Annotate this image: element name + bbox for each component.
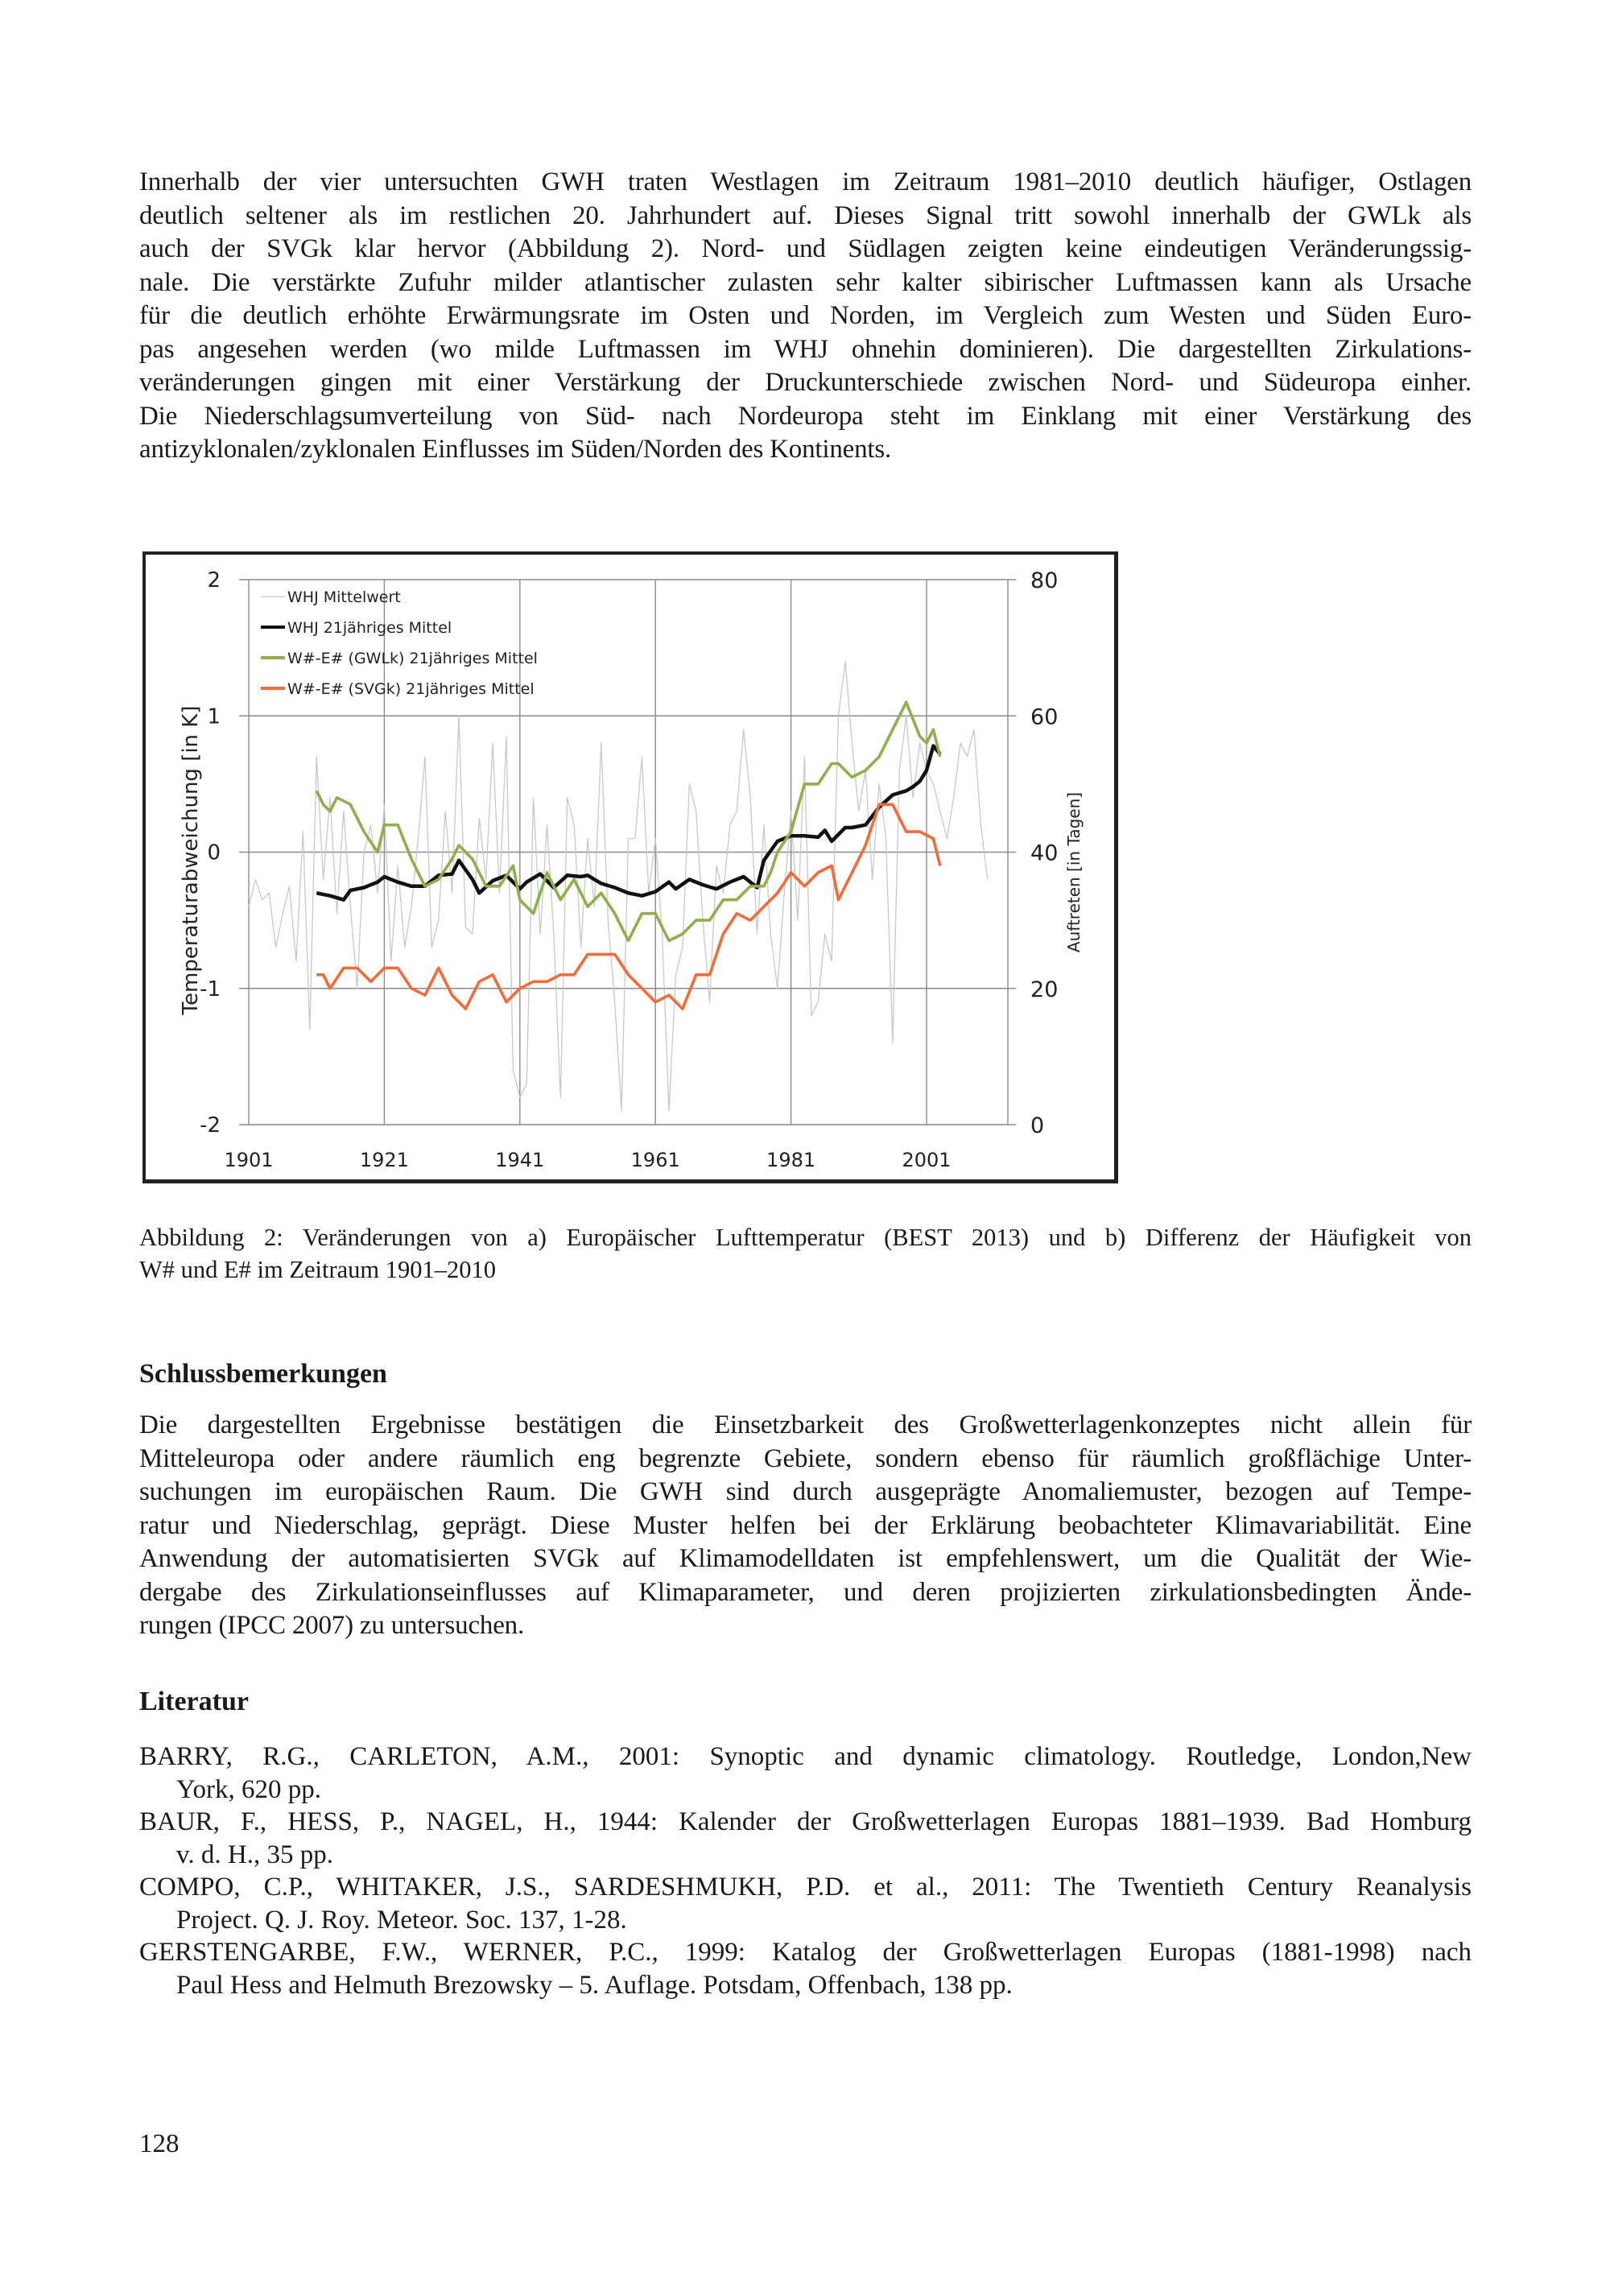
series-line [249,662,988,1112]
y2-tick-label: 80 [1030,568,1059,593]
text-line: deutlich seltener als im restlichen 20. Jahrhundert auf. Dieses Signal tritt sowohl innerhalb der GWLk als [139,200,1472,230]
text-line: Mitteleuropa oder andere räumlich eng begrenzte Gebiete, sondern ebenso für räumlich großflächige Unter- [139,1443,1472,1473]
legend-label: W#-E# (SVGk) 21jähriges Mittel [287,680,535,698]
text-line: Die Niederschlagsumverteilung von Süd- nach Nordeuropa steht im Einklang mit einer Verstärkung des [139,401,1472,431]
text-line: Innerhalb der vier untersuchten GWH traten Westlagen im Zeitraum 1981–2010 deutlich häufiger, Ostlagen [139,167,1472,196]
text-line: nale. Die verstärkte Zufuhr milder atlantischer zulasten sehr kalter sibirischer Luftmassen kann als Ursache [139,267,1472,297]
y-tick-label: -2 [200,1113,221,1138]
text-line: Anwendung der automatisierten SVGk auf Klimamodelldaten ist empfehlenswert, um die Qualität der Wie- [139,1544,1472,1573]
y-tick-label: -1 [200,977,221,1001]
y2-tick-label: 0 [1030,1113,1045,1138]
x-tick-label: 1941 [495,1149,545,1171]
text-line: suchungen im europäischen Raum. Die GWH sind durch ausgeprägte Anomaliemuster, bezogen auf Tempe- [139,1477,1472,1506]
text-line: pas angesehen werden (wo milde Luftmassen im WHJ ohnehin dominieren). Die dargestellten Zirkulations- [139,334,1472,364]
section-heading-conclusion: Schlussbemerkungen [139,1359,387,1389]
text-line: rungen (IPCC 2007) zu untersuchen. [139,1611,525,1640]
legend-label: WHJ 21jähriges Mittel [287,619,452,637]
series-line [316,702,940,940]
x-tick-label: 1961 [630,1149,680,1171]
conclusion-paragraph [139,1409,1472,1643]
text-line: antizyklonalen/zyklonalen Einflusses im Süden/Norden des Kontinents. [139,435,892,464]
section-heading-literature: Literatur [139,1687,249,1716]
text-line: dergabe des Zirkulationseinflusses auf Klimaparameter, und deren projizierten zirkulationsbedingten Ände- [139,1577,1472,1607]
figure-chart [142,551,1118,1183]
y-tick-label: 0 [207,840,221,865]
y2-tick-label: 20 [1030,977,1059,1002]
x-tick-label: 2001 [902,1149,952,1171]
reference-item: GERSTENGARBE, F.W., WERNER, P.C., 1999: Katalog der Großwetterlagen Europas (1881-1998) nach Paul Hess and Helmuth Brezowsky – 5. Auflage. Potsdam, Offenbach, 138 pp. [139,1938,1472,2000]
line-chart [146,555,1121,1187]
caption-line: W# und E# im Zeitraum 1901–2010 [139,1256,497,1283]
y-axis-title: Temperaturabweichung [in K] [179,705,203,1015]
page-number: 128 [139,2129,180,2158]
text-line: Die dargestellten Ergebnisse bestätigen die Einsetzbarkeit des Großwetterlagenkonzeptes nicht allein für [139,1410,1472,1439]
x-tick-label: 1901 [224,1149,274,1171]
y-tick-label: 1 [207,704,221,729]
x-tick-label: 1921 [359,1149,409,1171]
reference-item: COMPO, C.P., WHITAKER, J.S., SARDESHMUKH, P.D. et al., 2011: The Twentieth Century Reanalysis Project. Q. J. Roy. Meteor. Soc. 137, 1-28. [139,1873,1472,1935]
body-paragraph [139,166,1472,467]
y2-axis-title: Auftreten [in Tagen] [1064,791,1084,953]
text-line: für die deutlich erhöhte Erwärmungsrate im Osten und Norden, im Vergleich zum Westen und Süden Euro- [139,301,1472,330]
series-line [316,746,940,900]
y-tick-label: 2 [207,568,221,593]
text-line: auch der SVGk klar hervor (Abbildung 2). Nord- und Südlagen zeigten keine eindeutigen Veränderungssig- [139,234,1472,263]
series-line [316,804,940,1009]
reference-list [139,1741,1472,2001]
reference-item: BAUR, F., HESS, P., NAGEL, H., 1944: Kalender der Großwetterlagen Europas 1881–1939. Bad Homburg v. d. H., 35 pp. [139,1807,1472,1869]
chart-legend [261,588,538,698]
y2-tick-label: 40 [1030,840,1059,866]
x-tick-label: 1981 [766,1149,816,1171]
caption-line: Abbildung 2: Veränderungen von a) Europäischer Lufttemperatur (BEST 2013) und b) Differenz der Häufigkeit von [139,1224,1472,1251]
chart-series [249,662,988,1112]
text-line: veränderungen gingen mit einer Verstärkung der Druckunterschiede zwischen Nord- und Südeuropa einher. [139,368,1472,397]
text-line: ratur und Niederschlag, geprägt. Diese Muster helfen bei der Erklärung beobachteter Klimavariabilität. Eine [139,1510,1472,1540]
figure-caption [139,1221,1472,1286]
reference-item: BARRY, R.G., CARLETON, A.M., 2001: Synoptic and dynamic climatology. Routledge, London,New York, 620 pp. [139,1742,1472,1804]
y2-tick-label: 60 [1030,704,1059,730]
legend-label: W#-E# (GWLk) 21jähriges Mittel [287,650,538,667]
legend-label: WHJ Mittelwert [287,588,401,606]
